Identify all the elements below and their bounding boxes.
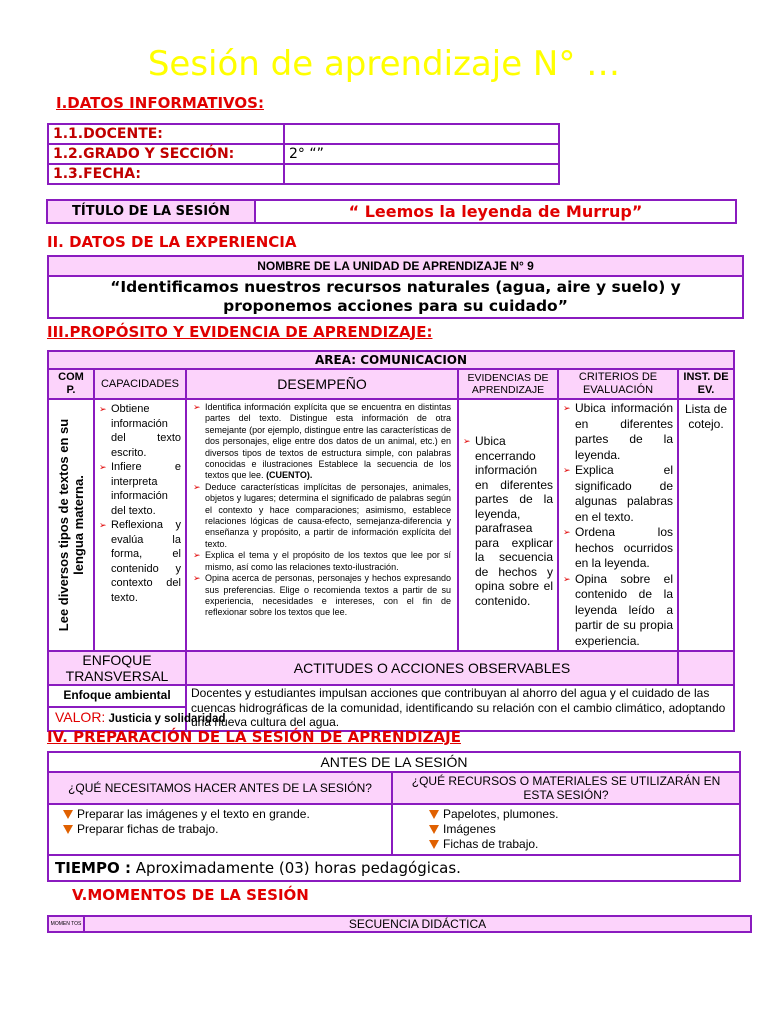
enfoque-cell: [48, 685, 226, 731]
recurso-item: Fichas de trabajo.: [423, 837, 731, 852]
col-criterios: CRITERIOS DE EVALUACIÓN: [558, 369, 678, 399]
section-momentos: V.MOMENTOS DE LA SESIÓN: [72, 886, 309, 904]
session-title-label: TÍTULO DE LA SESIÓN: [47, 200, 255, 223]
instrumento-cell: Lista de cotejo.: [678, 399, 734, 651]
grado-label: 1.2.GRADO Y SECCIÓN:: [48, 144, 284, 164]
page-title: Sesión de aprendizaje N° …: [147, 44, 621, 84]
col-evidencias: EVIDENCIAS DE APRENDIZAJE: [458, 369, 558, 399]
criterio-item: ➢ Ordena los hechos ocurridos en la leyenda.: [563, 525, 673, 572]
area-header: AREA: COMUNICACION: [48, 351, 734, 369]
tiempo-row: [48, 855, 740, 881]
docente-label: 1.1.DOCENTE:: [48, 124, 284, 144]
hacer-header: ¿QUÉ NECESITAMOS HACER ANTES DE LA SESIÓN?: [48, 772, 392, 804]
preparacion-table: [47, 751, 741, 882]
hacer-cell: [48, 804, 392, 855]
criterio-item: ➢ Opina sobre el contenido de la leyenda leído a partir de su propia experiencia.: [563, 572, 673, 650]
grado-value[interactable]: 2° “”: [284, 144, 559, 164]
col-desempeno: DESEMPEÑO: [186, 369, 458, 399]
valor-value: Justicia y solidaridad: [108, 713, 226, 725]
recurso-item: Papelotes, plumones.: [423, 807, 731, 822]
criterio-item: ➢ Ubica información en diferentes partes de la leyenda.: [563, 401, 673, 463]
section-datos-experiencia: II. DATOS DE LA EXPERIENCIA: [47, 233, 297, 251]
antes-header: ANTES DE LA SESIÓN: [48, 752, 740, 772]
desempeno-item: ➢ Identifica información explícita que se encuentra en distintas partes del texto. Distingue esta información de otra semejante (por ejemplo, distingue entre las características de dos personajes, elige entre dos datos de un animal, etc.) en diversos tipos de textos de estructura simple, con palabras conocidas e ilustraciones Establece la secuencia de los textos que lee. (CUENTO).: [193, 402, 451, 482]
secuencia-col: SECUENCIA DIDÁCTICA: [84, 916, 751, 932]
capacidad-item: ➢ Reflexiona y evalúa la forma, el contenido y contexto del texto.: [99, 518, 181, 605]
col-capacidades: CAPACIDADES: [94, 369, 186, 399]
unidad-header: NOMBRE DE LA UNIDAD DE APRENDIZAJE N° 9: [48, 256, 743, 276]
momentos-table: [47, 915, 752, 933]
evidencia-item: ➢ Ubica encerrando información en diferentes partes de la leyenda, parafrasea para explicar la secuencia de hechos y opina sobre el contenido.: [463, 434, 553, 608]
session-title-value: “ Leemos la leyenda de Murrup”: [255, 200, 736, 223]
desempeno-item: ➢ Opina acerca de personas, personajes y hechos expresando sus preferencias. Elige o recomienda textos a partir de su experiencia, necesidades e intereses, con el fin de reflexionar sobre los textos que lee.: [193, 573, 451, 619]
recursos-header: ¿QUÉ RECURSOS O MATERIALES SE UTILIZARÁN EN ESTA SESIÓN?: [392, 772, 740, 804]
col-comp: COM P.: [48, 369, 94, 399]
desempeno-item: ➢ Deduce características implícitas de personajes, animales, objetos y lugares; determina el significado de palabras según el contexto y hace comparaciones; asimismo, establece relaciones lógicas de causa-efecto, semejanza-diferencia y enseñanza y propósito, a partir de información explícita del texto.: [193, 482, 451, 550]
criterio-item: ➢ Explica el significado de algunas palabras en el texto.: [563, 463, 673, 525]
valor-label: VALOR:: [55, 709, 106, 725]
section-preparacion: IV. PREPARACIÓN DE LA SESIÓN DE APRENDIZAJE: [47, 728, 461, 746]
enfoque-header: ENFOQUE TRANSVERSAL: [48, 651, 186, 685]
proposito-table: [47, 350, 735, 732]
capacidades-cell: [94, 399, 186, 651]
info-table: [47, 123, 560, 185]
competencia-text: Lee diversos tipos de textos en su lengua materna.: [56, 418, 86, 632]
desempeno-cell: [186, 399, 458, 651]
session-title-table: [46, 199, 737, 224]
actitudes-cell: Docentes y estudiantes impulsan acciones que contribuyan al ahorro del agua y el cuidado de las cuencas hidrográficas de la comunidad, identificando su relación con el cambio climático, adoptando una nueva cultura del agua.: [186, 685, 734, 731]
unidad-name: “Identificamos nuestros recursos naturales (agua, aire y suelo) y proponemos acciones para su cuidado”: [48, 276, 743, 318]
valor-row: [49, 708, 226, 726]
momentos-col: MOMEN TOS: [48, 916, 84, 932]
col-inst: INST. DE EV.: [678, 369, 734, 399]
evidencias-cell: [458, 399, 558, 651]
section-proposito: III.PROPÓSITO Y EVIDENCIA DE APRENDIZAJE:: [47, 323, 433, 341]
hacer-item: Preparar las imágenes y el texto en grande.: [57, 807, 383, 822]
capacidad-item: ➢ Infiere e interpreta información del texto.: [99, 460, 181, 518]
experiencia-table: [47, 255, 744, 319]
competencia-cell: [48, 399, 94, 651]
criterios-cell: [558, 399, 678, 651]
capacidad-item: ➢ Obtiene información del texto escrito.: [99, 402, 181, 460]
recurso-item: Imágenes: [423, 822, 731, 837]
hacer-item: Preparar fichas de trabajo.: [57, 822, 383, 837]
enfoque-name: Enfoque ambiental: [49, 686, 185, 708]
tiempo-label: TIEMPO :: [55, 859, 131, 877]
recursos-cell: [392, 804, 740, 855]
docente-value[interactable]: [284, 124, 559, 144]
desempeno-item: ➢ Explica el tema y el propósito de los textos que lee por sí mismo, así como las relaciones texto-ilustración.: [193, 550, 451, 573]
tiempo-value: Aproximadamente (03) horas pedagógicas.: [135, 859, 461, 877]
actitudes-header: ACTITUDES O ACCIONES OBSERVABLES: [186, 651, 678, 685]
fecha-value[interactable]: [284, 164, 559, 184]
fecha-label: 1.3.FECHA:: [48, 164, 284, 184]
section-datos-informativos: I.DATOS INFORMATIVOS:: [56, 94, 264, 112]
